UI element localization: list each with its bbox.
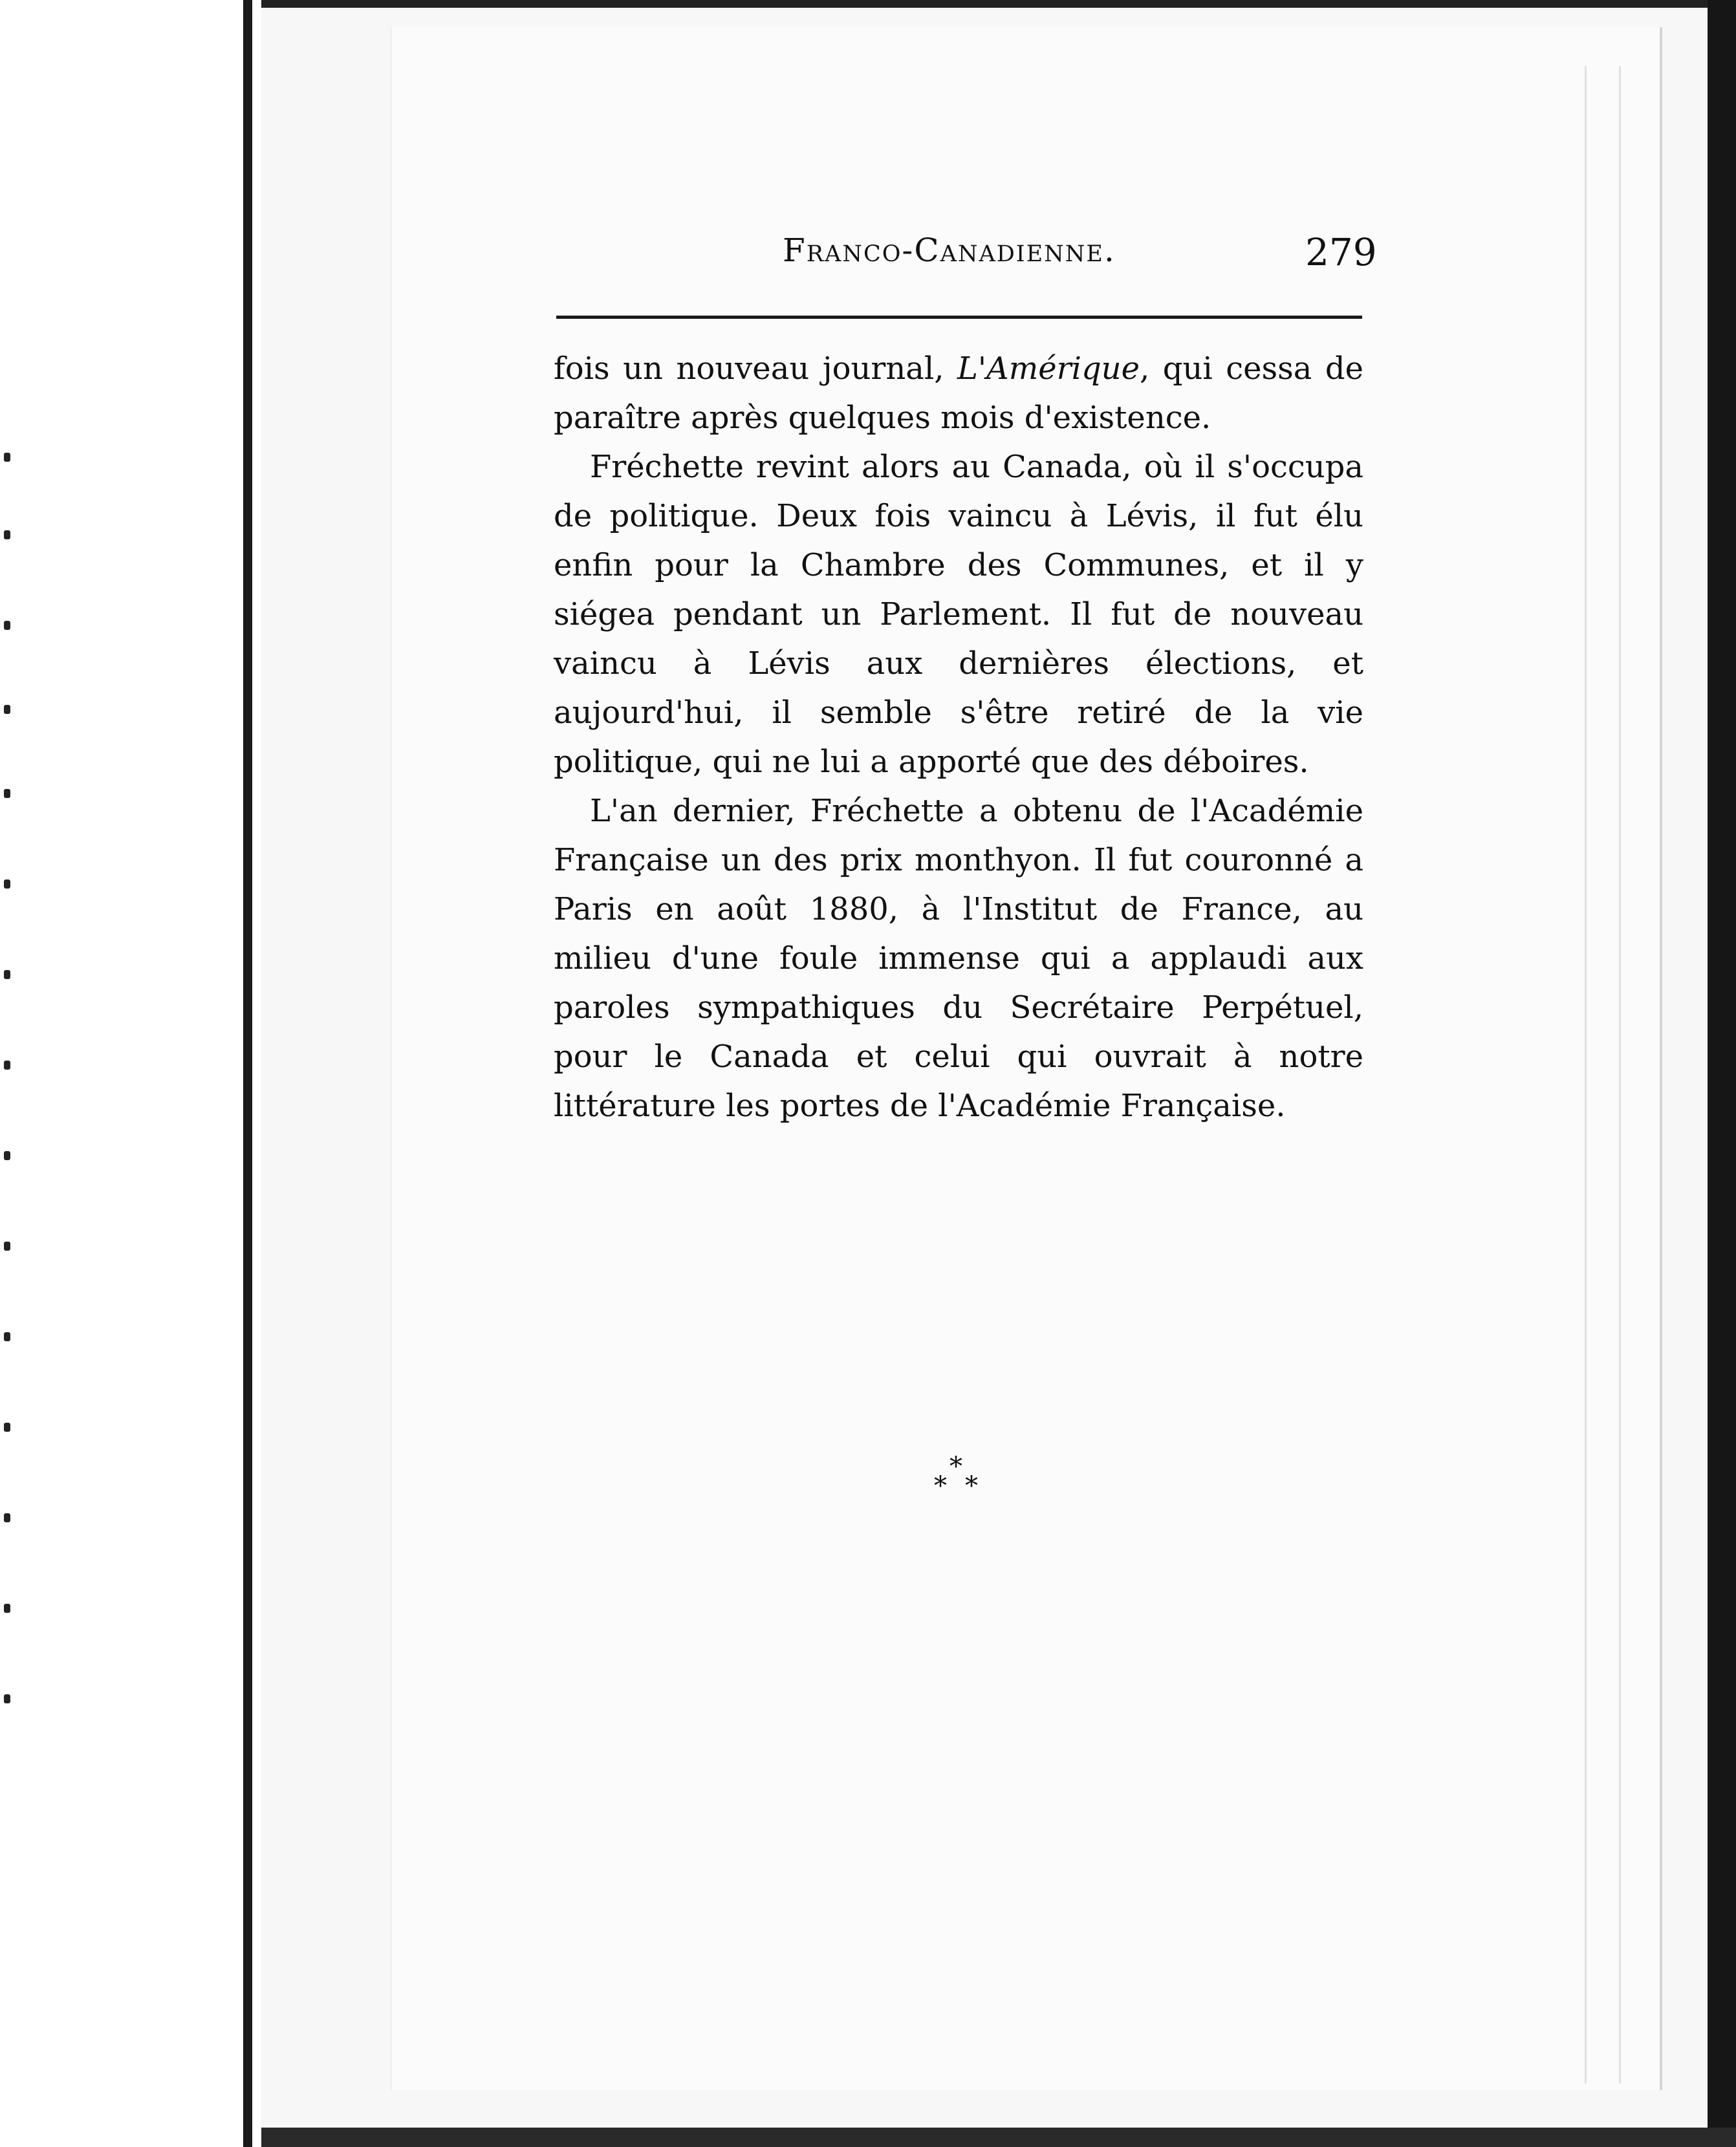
paragraph-1 bbox=[554, 344, 1363, 442]
scan-right-edge bbox=[1708, 0, 1736, 2147]
paragraph-3: L'an dernier, Fréchette a obtenu de l'Académie Française un des prix monthyon. Il fut couronné a Paris en août 1880, à l'Institut de France, au milieu d'une foule immense qui a applaudi aux paroles sympathiques du Secrétaire Perpétuel, pour le Canada et celui qui ouvrait à notre littérature les portes de l'Académie Française. bbox=[554, 793, 1363, 1124]
journal-title: L'Amérique bbox=[957, 351, 1140, 387]
paragraph-1-start: fois un nouveau journal, bbox=[554, 351, 957, 387]
asterism-star-left: * bbox=[934, 1471, 947, 1501]
asterism-star-top: * bbox=[949, 1452, 962, 1482]
running-head: Franco-Canadienne. bbox=[783, 232, 1116, 269]
page-number: 279 bbox=[1305, 230, 1377, 274]
scan-top-edge bbox=[261, 0, 1736, 8]
body-text bbox=[554, 344, 1363, 1130]
scan-bottom-edge bbox=[261, 2128, 1736, 2147]
facing-page-text-fragments bbox=[0, 453, 19, 1811]
asterism-ornament bbox=[931, 1454, 983, 1505]
page-stack-edges bbox=[1585, 66, 1621, 2084]
paragraph-2: Fréchette revint alors au Canada, où il s'occupa de politique. Deux fois vaincu à Lévis, il fut élu enfin pour la Chambre des Communes, et il y siégea pendant un Parlement. Il fut de nouveau vaincu à Lévis aux dernières élections, et aujourd'hui, il semble s'être retiré de la vie politique, qui ne lui a apporté que des déboires. bbox=[554, 449, 1363, 780]
header-rule bbox=[556, 316, 1362, 319]
paragraph-1-end: , qui cessa de paraître après quelques mois d'existence. bbox=[554, 351, 1363, 436]
facing-page-edge bbox=[0, 0, 252, 2147]
asterism-star-right: * bbox=[965, 1471, 978, 1501]
